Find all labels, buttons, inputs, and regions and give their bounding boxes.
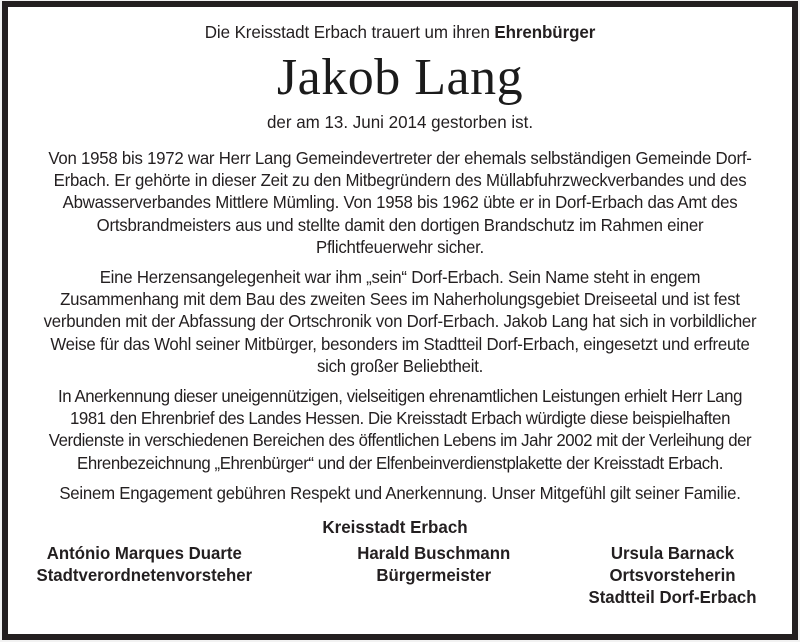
notice-lede-prefix: Die Kreisstadt Erbach trauert um ihren (204, 22, 495, 42)
signing-organisation: Kreisstadt Erbach (322, 517, 468, 538)
signatory-title: Ortsvorsteherin (609, 565, 736, 586)
notice-lede (33, 21, 766, 43)
signatory-district: Stadtteil Dorf-Erbach (588, 587, 757, 608)
signatory-stadtverordnetenvorsteher (36, 542, 252, 586)
notice-paragraph-4: Seinem Engagement gebühren Respekt und Anerkennung. Unser Mitgefühl gilt seiner Familie. (59, 482, 741, 503)
signatory-title: Bürgermeister (376, 565, 492, 586)
notice-paragraph-3: In Anerkennung dieser uneigennützigen, vielseitigen ehrenamtlichen Leistungen erhielt Herr Lang 1981 den Ehrenbrief des Landes Hessen. Die Kreisstadt Erbach würdigte diese beispielhaften Verdienste in verschiedenen Bereichen des öffentlichen Lebens im Jahr 2002 mit der Verleihung der Ehrenbezeichnung „Ehrenbürger“ und der Elfenbeinverdienstplakette der Kreisstadt Erbach. (48, 386, 752, 473)
death-date-line: der am 13. Juni 2014 gestorben ist. (266, 112, 534, 132)
mourning-frame (2, 1, 798, 640)
notice-lede-emphasis: Ehrenbürger (494, 22, 596, 42)
notice-paragraph-1: Von 1958 bis 1972 war Herr Lang Gemeindevertreter der ehemals selbständigen Gemeinde Dorf-Erbach. Er gehörte in dieser Zeit zu den Mitbegründern des Müllabfuhrzweckverbandes und des Abwasserverbandes Mittlere Mümling. Von 1958 bis 1962 übte er in Dorf-Erbach das Amt des Ortsbrandmeisters aus und stellte damit den dortigen Brandschutz im Rahmen einer Pflichtfeuerwehr sicher. (48, 148, 752, 257)
signatory-name: António Marques Duarte (46, 543, 242, 564)
signatory-list (22, 542, 778, 608)
notice-paragraph-2: Eine Herzensangelegenheit war ihm „sein“ Dorf-Erbach. Sein Name steht in engem Zusammenhang mit dem Bau des zweiten Sees im Naherholungsgebiet Dreiseetal und ist fest verbunden mit der Abfassung der Ortschronik von Dorf-Erbach. Jakob Lang hat sich in vorbildlicher Weise für das Wohl seiner Mitbürger, besonders im Stadtteil Dorf-Erbach, eingesetzt und erfreute sich großer Beliebtheit. (43, 267, 757, 376)
notice-body (22, 147, 778, 504)
signatory-name: Harald Buschmann (357, 543, 511, 564)
signatory-title: Stadtverordnetenvorsteher (36, 565, 253, 586)
signatory-name: Ursula Barnack (610, 543, 735, 564)
deceased-name: Jakob Lang (276, 49, 524, 106)
signatory-ortsvorsteherin (588, 542, 756, 608)
signatory-buergermeister (357, 542, 510, 586)
